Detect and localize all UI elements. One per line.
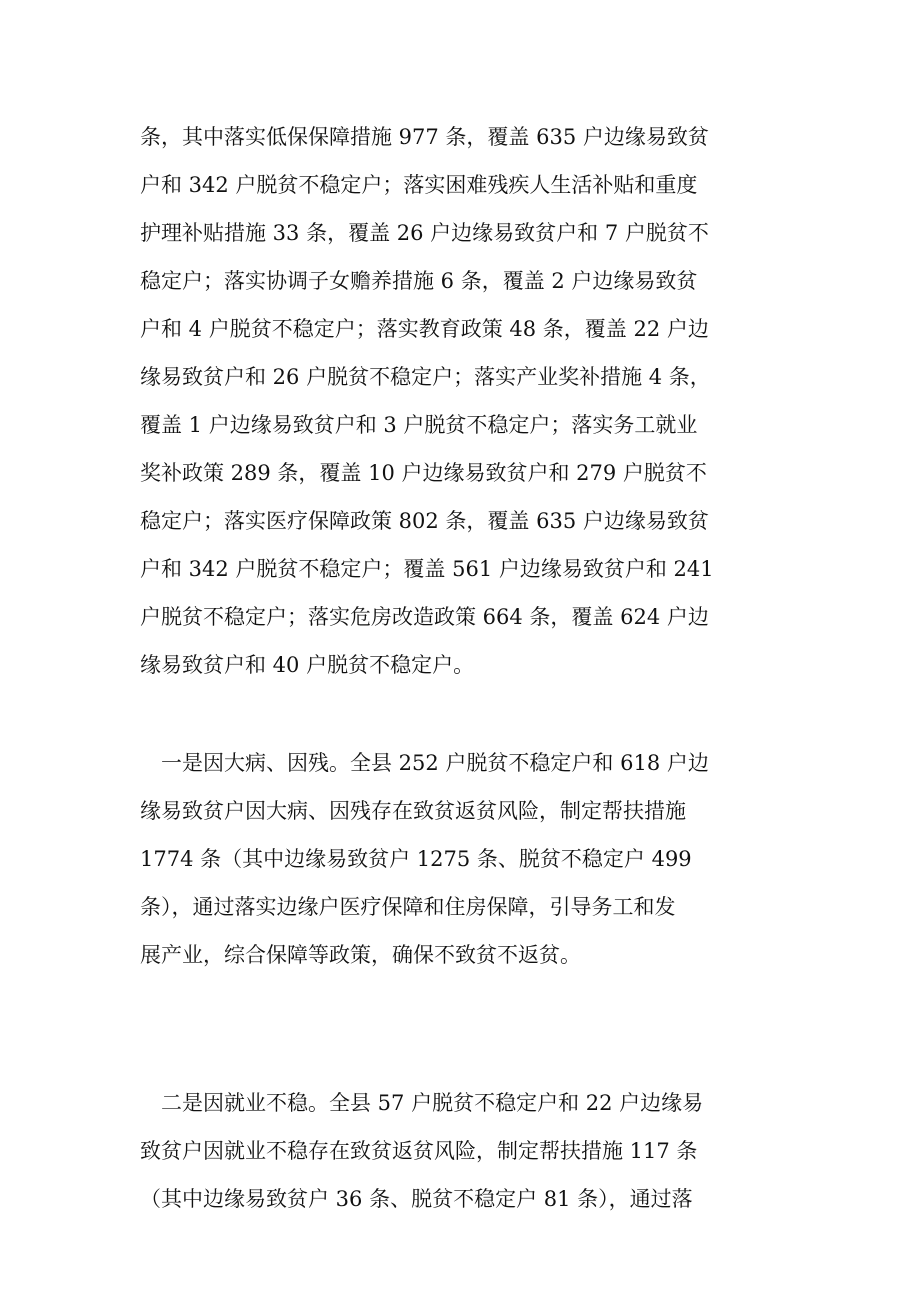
text-line: 护理补贴措施 33 条，覆盖 26 户边缘易致贫户和 7 户脱贫不 [140, 221, 709, 245]
text-line: 缘易致贫户和 40 户脱贫不稳定户。 [140, 653, 475, 677]
text-line: 户和 4 户脱贫不稳定户；落实教育政策 48 条，覆盖 22 户边 [140, 317, 709, 341]
text-line: 展产业，综合保障等政策，确保不致贫不返贫。 [140, 943, 581, 967]
paragraph-illness-disability [140, 739, 790, 979]
text-line: 致贫户因就业不稳存在致贫返贫风险，制定帮扶措施 117 条 [140, 1139, 698, 1163]
text-line: 缘易致贫户因大病、因残存在致贫返贫风险，制定帮扶措施 [140, 799, 686, 823]
text-line: 稳定户；落实协调子女赡养措施 6 条，覆盖 2 户边缘易致贫 [140, 269, 698, 293]
text-line: 稳定户；落实医疗保障政策 802 条，覆盖 635 户边缘易致贫 [140, 509, 709, 533]
text-line: 二是因就业不稳。全县 57 户脱贫不稳定户和 22 户边缘易 [140, 1091, 704, 1115]
text-line: 奖补政策 289 条，覆盖 10 户边缘易致贫户和 279 户脱贫不 [140, 461, 707, 485]
text-line: 条，其中落实低保保障措施 977 条，覆盖 635 户边缘易致贫 [140, 125, 709, 149]
text-line: 缘易致贫户和 26 户脱贫不稳定户；落实产业奖补措施 4 条， [140, 365, 711, 389]
paragraph-unstable-employment [140, 1079, 790, 1223]
text-line: 户和 342 户脱贫不稳定户；覆盖 561 户边缘易致贫户和 241 [140, 557, 714, 581]
text-line: 覆盖 1 户边缘易致贫户和 3 户脱贫不稳定户；落实务工就业 [140, 413, 698, 437]
text-line: （其中边缘易致贫户 36 条、脱贫不稳定户 81 条），通过落 [140, 1187, 693, 1211]
text-line: 户脱贫不稳定户；落实危房改造政策 664 条，覆盖 624 户边 [140, 605, 709, 629]
text-line: 条），通过落实边缘户医疗保障和住房保障，引导务工和发 [140, 895, 676, 919]
text-line: 一是因大病、因残。全县 252 户脱贫不稳定户和 618 户边 [140, 751, 709, 775]
text-line: 1774 条（其中边缘易致贫户 1275 条、脱贫不稳定户 499 [140, 847, 692, 871]
paragraph-policy-measures [140, 113, 790, 689]
text-line: 户和 342 户脱贫不稳定户；落实困难残疾人生活补贴和重度 [140, 173, 698, 197]
